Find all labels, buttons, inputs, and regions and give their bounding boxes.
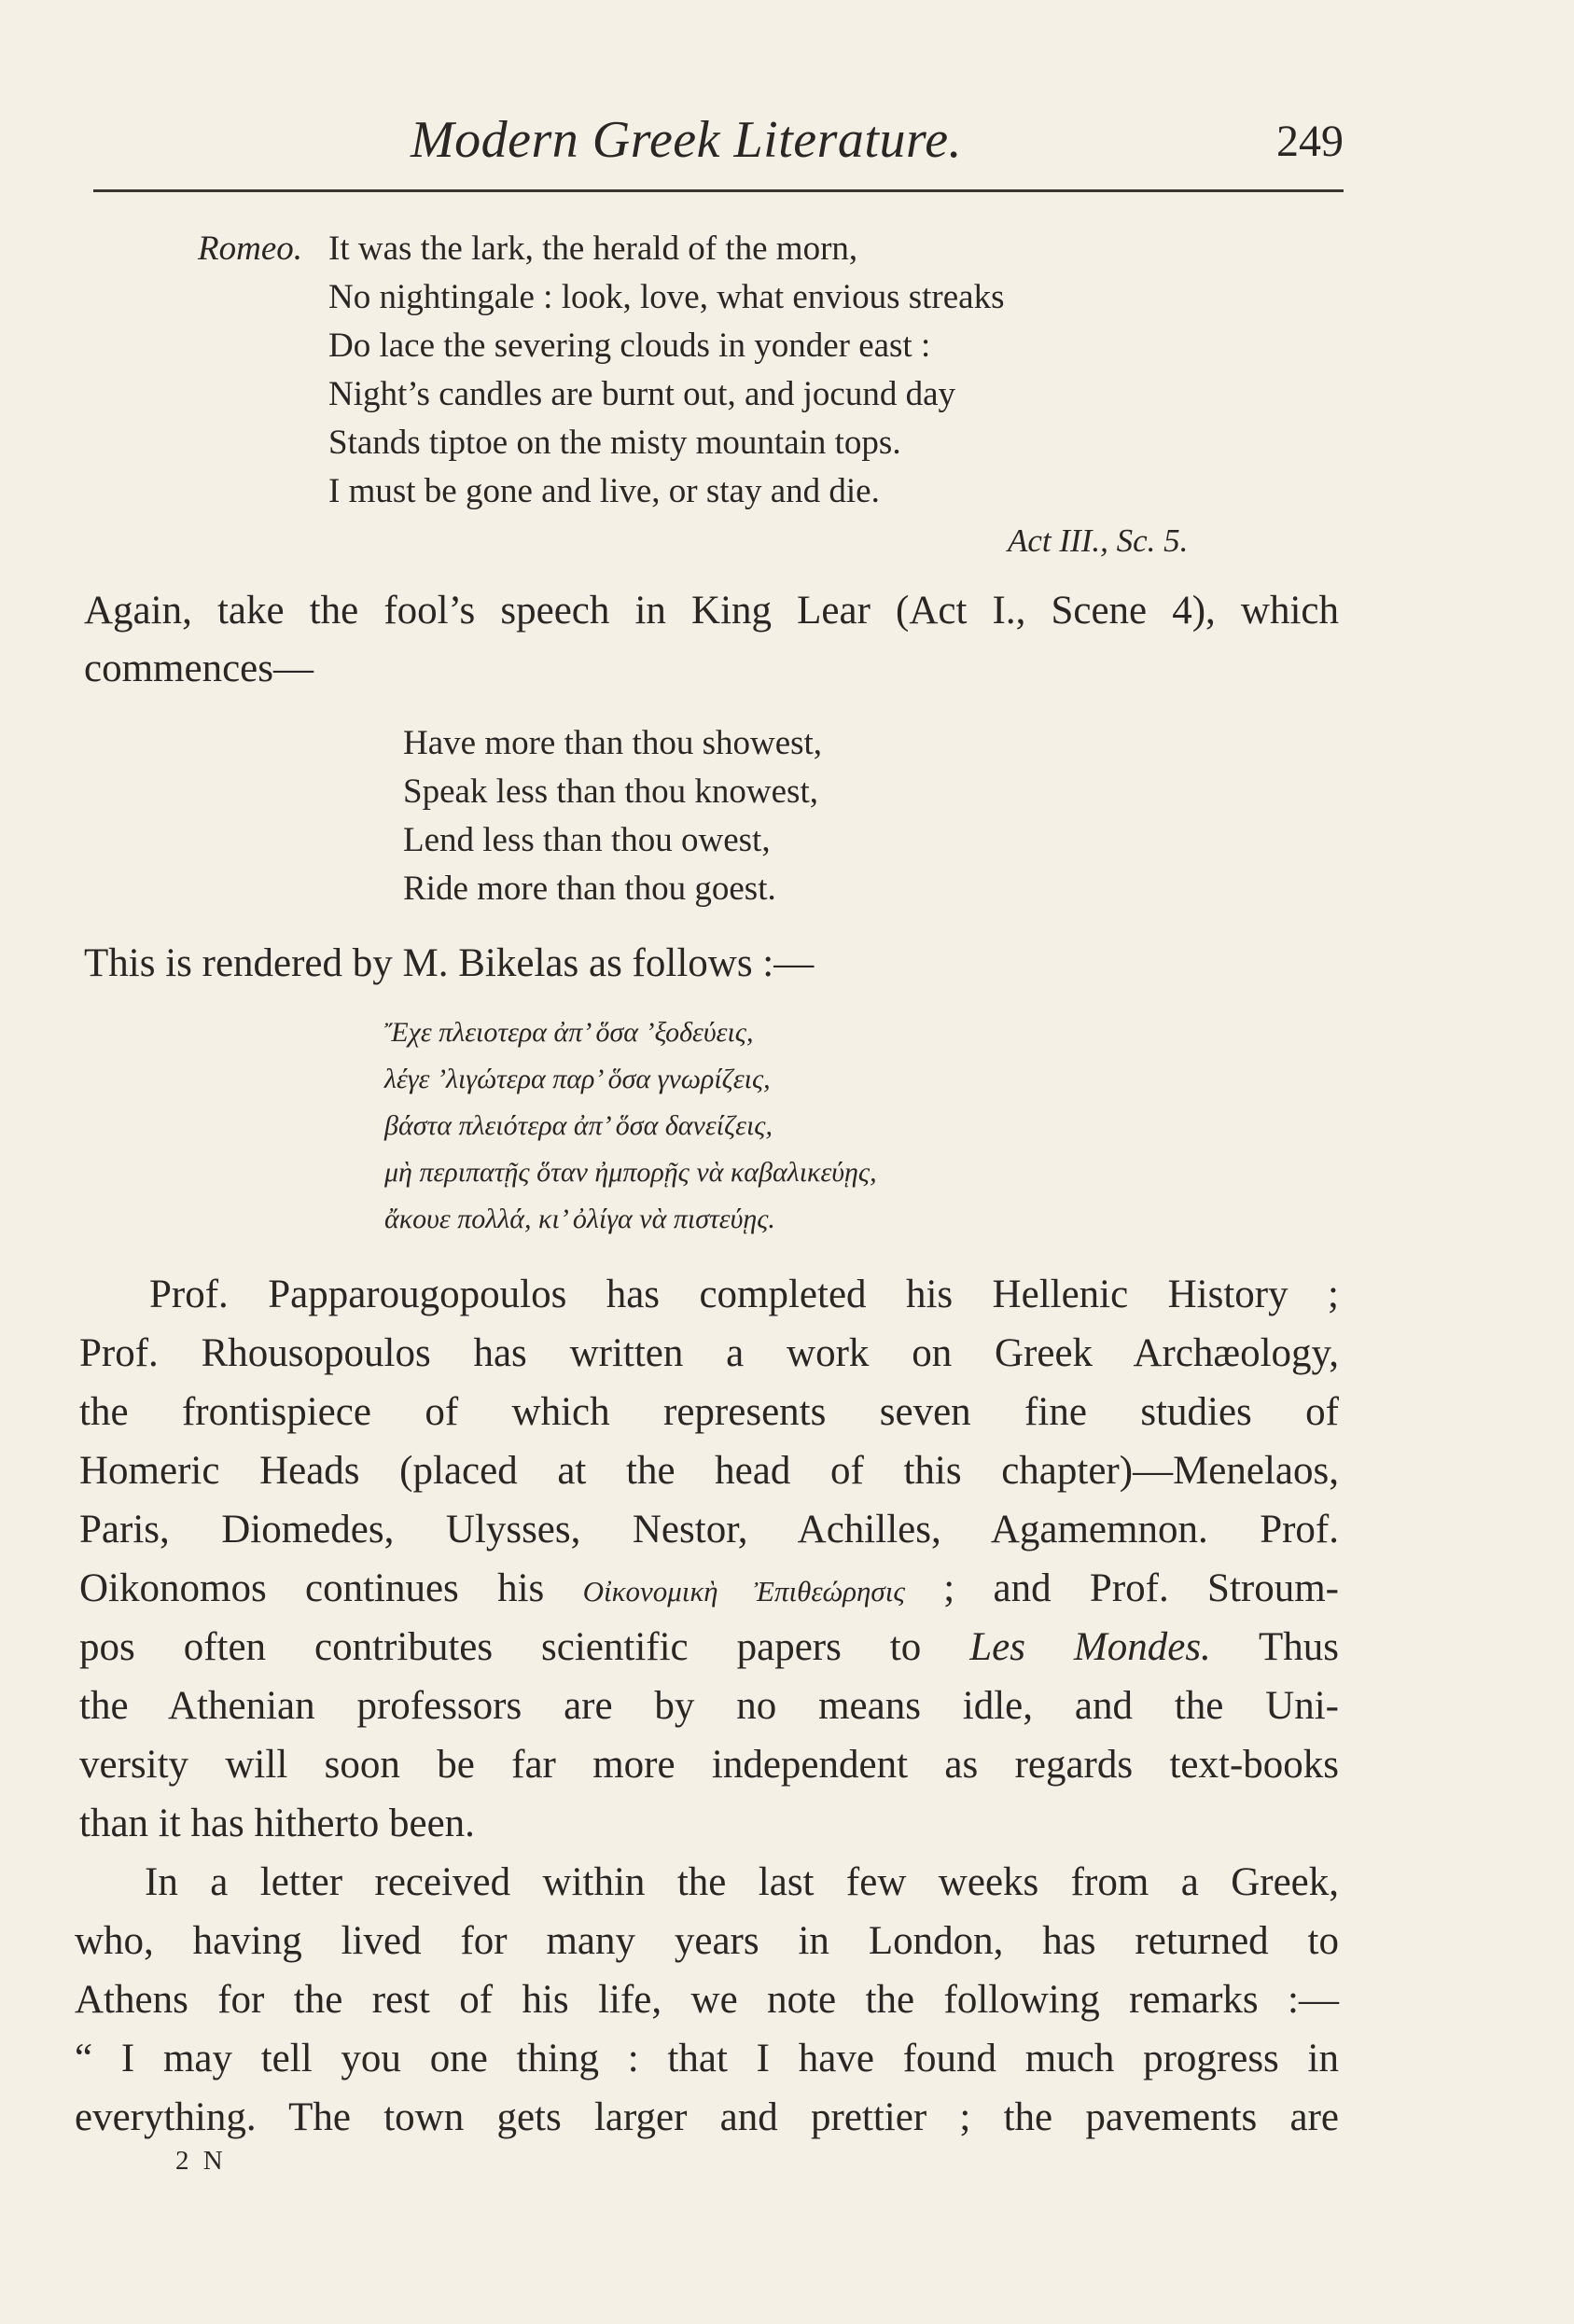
page-number: 249 bbox=[1276, 117, 1344, 166]
greek-title: Οἰκονομικὴ Ἐπιθεώρησις bbox=[582, 1575, 905, 1607]
paragraph-line: Athens for the rest of his life, we note the following remarks :— bbox=[75, 1978, 1339, 2022]
paragraph-line: the frontispiece of which represents seven fine studies of bbox=[79, 1390, 1339, 1434]
verse-line: I must be gone and live, or stay and die. bbox=[328, 472, 880, 510]
verse-line: Have more than thou showest, bbox=[403, 724, 823, 762]
paragraph-line: the Athenian professors are by no means idle, and the Uni- bbox=[79, 1684, 1339, 1728]
greek-verse-line: Ἔχε πλειοτερα ἀπ’ ὅσα ’ξοδεύεις, bbox=[384, 1017, 754, 1048]
paragraph-line: than it has hitherto been. bbox=[79, 1802, 475, 1845]
greek-verse-line: μὴ περιπατῇς ὅταν ἠμπορῇς νὰ καβαλικεύῃς, bbox=[384, 1157, 877, 1188]
text-segment: pos often contributes scientific papers to bbox=[79, 1625, 970, 1669]
text-segment: Thus bbox=[1210, 1625, 1340, 1669]
paragraph-line: Homeric Heads (placed at the head of this chapter)—Menelaos, bbox=[79, 1449, 1339, 1493]
paragraph-line bbox=[79, 1566, 1339, 1611]
paragraph-line bbox=[79, 1624, 1339, 1670]
verse-line: It was the lark, the herald of the morn, bbox=[328, 230, 858, 268]
paragraph-line: everything. The town gets larger and prettier ; the pavements are bbox=[75, 2095, 1339, 2139]
running-title: Modern Greek Literature. bbox=[411, 111, 963, 169]
speaker-label: Romeo. bbox=[198, 230, 302, 268]
header-rule bbox=[93, 189, 1344, 192]
greek-verse-line: λέγε ’λιγώτερα παρ’ ὅσα γνωρίζεις, bbox=[384, 1064, 771, 1094]
signature-mark: 2 N bbox=[175, 2146, 227, 2176]
paragraph-line: “ I may tell you one thing : that I have found much progress in bbox=[75, 2037, 1339, 2080]
paragraph-line: who, having lived for many years in London, has returned to bbox=[75, 1919, 1339, 1963]
text-segment: Oikonomos continues his bbox=[79, 1566, 583, 1610]
text-segment: ; and Prof. Stroum- bbox=[904, 1566, 1339, 1610]
verse-line: Lend less than thou owest, bbox=[403, 821, 771, 859]
verse-line: Stands tiptoe on the misty mountain tops. bbox=[328, 424, 901, 462]
verse-line: No nightingale : look, love, what envious streaks bbox=[328, 278, 1005, 316]
paragraph-line: Paris, Diomedes, Ulysses, Nestor, Achilles, Agamemnon. Prof. bbox=[79, 1508, 1339, 1552]
paragraph-line: Again, take the fool’s speech in King Lear (Act I., Scene 4), which bbox=[84, 589, 1339, 633]
act-citation: Act III., Sc. 5. bbox=[1008, 522, 1189, 559]
paragraph-line: In a letter received within the last few weeks from a Greek, bbox=[145, 1860, 1339, 1904]
verse-line: Do lace the severing clouds in yonder east : bbox=[328, 327, 931, 365]
paragraph-line: Prof. Papparougopoulos has completed his Hellenic History ; bbox=[149, 1273, 1339, 1316]
verse-line: Night’s candles are burnt out, and jocund day bbox=[328, 375, 955, 413]
greek-verse-line: ἄκουε πολλά, κι’ ὀλίγα νὰ πιστεύῃς. bbox=[384, 1204, 775, 1234]
paragraph-line: commences— bbox=[84, 647, 313, 690]
verse-line: Ride more than thou goest. bbox=[403, 870, 776, 908]
greek-verse-line: βάστα πλειότερα ἀπ’ ὅσα δανείζεις, bbox=[384, 1110, 773, 1141]
paragraph-line: Prof. Rhousopoulos has written a work on Greek Archæology, bbox=[79, 1331, 1339, 1375]
journal-title: Les Mondes. bbox=[969, 1625, 1211, 1669]
verse-line: Speak less than thou knowest, bbox=[403, 772, 818, 811]
paragraph-line: versity will soon be far more independent as regards text-books bbox=[79, 1743, 1339, 1787]
paragraph-line: This is rendered by M. Bikelas as follows :— bbox=[84, 941, 815, 985]
